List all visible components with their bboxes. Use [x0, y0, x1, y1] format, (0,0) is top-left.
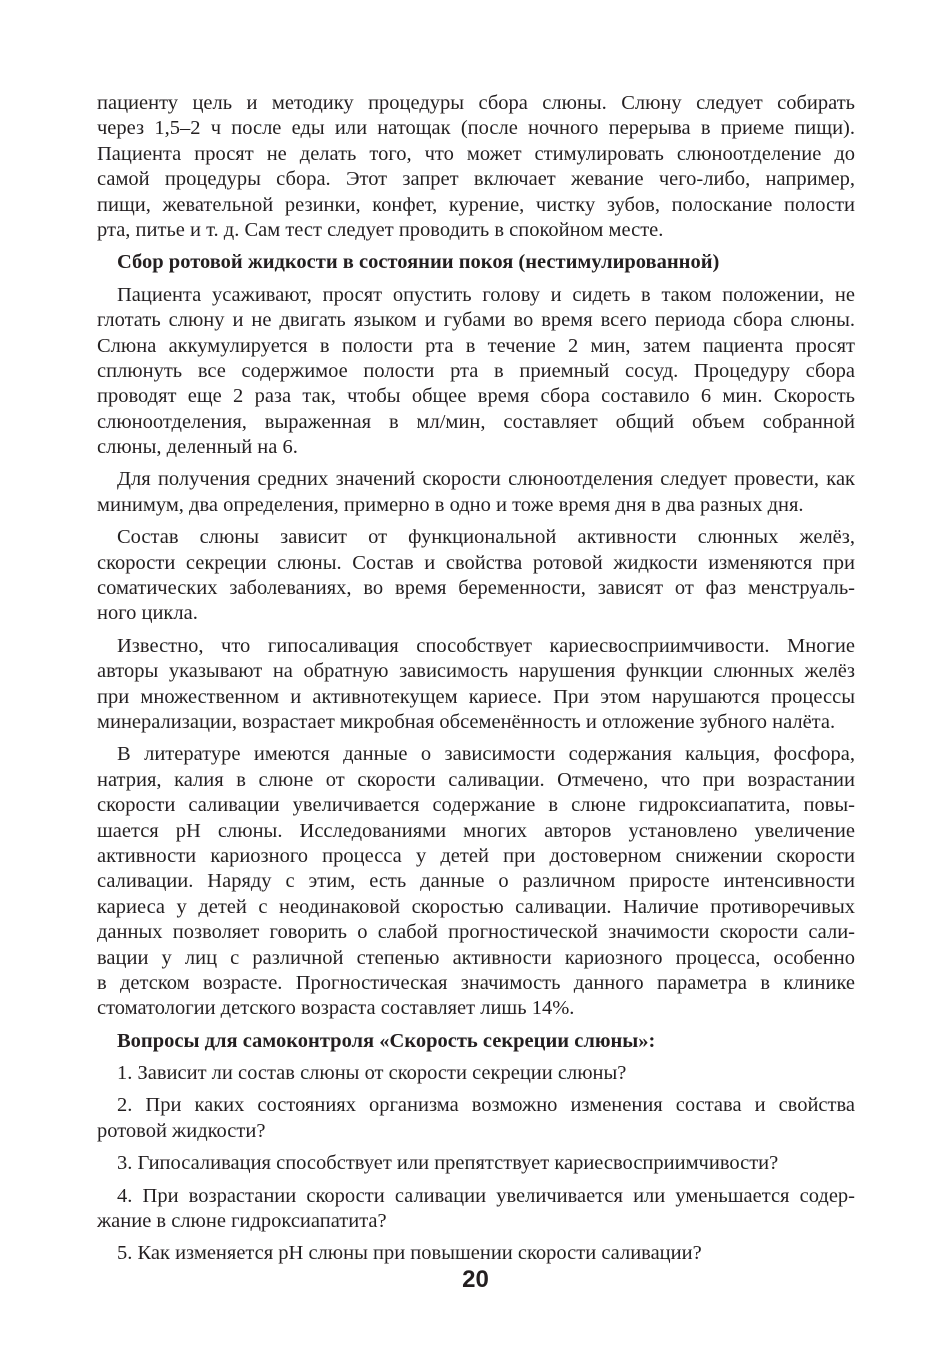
text-line: в детском возрасте. Прогностическая значимость данного параметра в клинике — [97, 971, 855, 994]
text-line: слюны, деленный на 6. — [97, 436, 298, 459]
page-number: 20 — [462, 1266, 489, 1293]
text-line: Для получения средних значений скорости слюноотделения следует провести, как — [117, 468, 855, 491]
text-line: стоматологии детского возраста составляет лишь 14%. — [97, 997, 575, 1020]
text-line: 2. При каких состояниях организма возможно изменения состава и свойства — [117, 1094, 855, 1117]
paragraph-4 — [97, 525, 855, 627]
text-line: ного цикла. — [97, 602, 198, 625]
paragraph-6 — [97, 742, 855, 1021]
question-item — [97, 1061, 855, 1086]
question-item — [97, 1184, 855, 1235]
text-line: скорости саливации увеличивается содержание в слюне гидроксиапатита, повы- — [97, 794, 855, 817]
text-line: Известно, что гипосаливация способствует кариесвосприимчивости. Многие — [117, 634, 855, 657]
paragraph-3 — [97, 467, 855, 518]
text-line: минимум, два определения, примерно в одно и тоже время дня в два разных дня. — [97, 493, 804, 516]
text-line: шается pH слюны. Исследованиями многих авторов установлено увеличение — [97, 819, 855, 842]
text-line: 3. Гипосаливация способствует или препятствует кариесвосприимчивости? — [117, 1152, 779, 1175]
text-line: саливации. Наряду с этим, есть данные о различном приросте интенсивности — [97, 870, 855, 893]
text-line: 4. При возрастании скорости саливации увеличивается или уменьшается содер- — [117, 1184, 855, 1207]
text-line: данных позволяет говорить о слабой прогностической значимости скорости сали- — [97, 921, 855, 944]
text-line: сплюнуть все содержимое полости рта в приемный сосуд. Процедуру сбора — [97, 359, 855, 382]
text-line: минерализации, возрастает микробная обсеменённость и отложение зубного налёта. — [97, 710, 836, 733]
text-line: Пациента просят не делать того, что может стимулировать слюноотделение до — [97, 142, 855, 165]
text-line: активности кариозного процесса у детей при достоверном снижении скорости — [97, 844, 855, 867]
text-line: Слюна аккумулируется в полости рта в течение 2 мин, затем пациента просят — [97, 334, 855, 357]
text-line: кариеса у детей с неодинаковой скоростью саливации. Наличие противоречивых — [97, 895, 855, 918]
section-heading: Сбор ротовой жидкости в состоянии покоя (нестимулированной) — [117, 251, 720, 274]
paragraph-1 — [97, 91, 855, 243]
text-line: натрия, калия в слюне от скорости саливации. Отмечено, что при возрастании — [97, 768, 855, 791]
text-line: скорости секреции слюны. Состав и свойства ротовой жидкости изменяются при — [97, 551, 855, 574]
text-line: через 1,5–2 ч после еды или натощак (после ночного перерыва в приеме пищи). — [97, 117, 855, 140]
text-line: В литературе имеются данные о зависимости содержания кальция, фосфора, — [117, 743, 855, 766]
question-item — [97, 1241, 855, 1266]
text-line: жание в слюне гидроксиапатита? — [97, 1210, 387, 1233]
paragraph-2 — [97, 283, 855, 461]
question-item — [97, 1151, 855, 1176]
text-line: Пациента усаживают, просят опустить голову и сидеть в таком положении, не — [117, 283, 855, 306]
text-line: вации у лиц с различной степенью активности кариозного процесса, особенно — [97, 946, 855, 969]
text-line: пациенту цель и методику процедуры сбора слюны. Слюну следует собирать — [97, 92, 855, 114]
text-line: соматических заболеваниях, во время беременности, зависят от фаз менструаль- — [97, 577, 855, 600]
text-line: самой процедуры сбора. Этот запрет включает жевание чего-либо, например, — [97, 168, 855, 191]
text-line: слюноотделения, выраженная в мл/мин, составляет общий объем собранной — [97, 410, 855, 433]
text-line: пищи, жевательной резинки, конфет, курение, чистку зубов, полоскание полости — [97, 193, 855, 216]
text-line: 5. Как изменяется pH слюны при повышении скорости саливации? — [117, 1242, 702, 1265]
text-line: проводят еще 2 раза так, чтобы общее время сбора составило 6 мин. Скорость — [97, 385, 855, 408]
text-line: рта, питье и т. д. Сам тест следует проводить в спокойном месте. — [97, 218, 664, 241]
question-list — [97, 1061, 855, 1267]
page-body — [97, 91, 855, 1267]
text-line: авторы указывают на обратную зависимость нарушения функции слюнных желёз — [97, 660, 855, 683]
text-line: при множественном и активнотекущем кариесе. При этом нарушаются процессы — [97, 685, 855, 708]
text-line: ротовой жидкости? — [97, 1119, 266, 1142]
paragraph-5 — [97, 634, 855, 736]
question-item — [97, 1093, 855, 1144]
text-line: Состав слюны зависит от функциональной активности слюнных желёз, — [117, 526, 855, 549]
text-line: глотать слюну и не двигать языком и губами во время всего периода сбора слюны. — [97, 309, 855, 332]
text-line: 1. Зависит ли состав слюны от скорости секреции слюны? — [117, 1062, 627, 1085]
questions-heading: Вопросы для самоконтроля «Скорость секреции слюны»: — [117, 1029, 656, 1052]
